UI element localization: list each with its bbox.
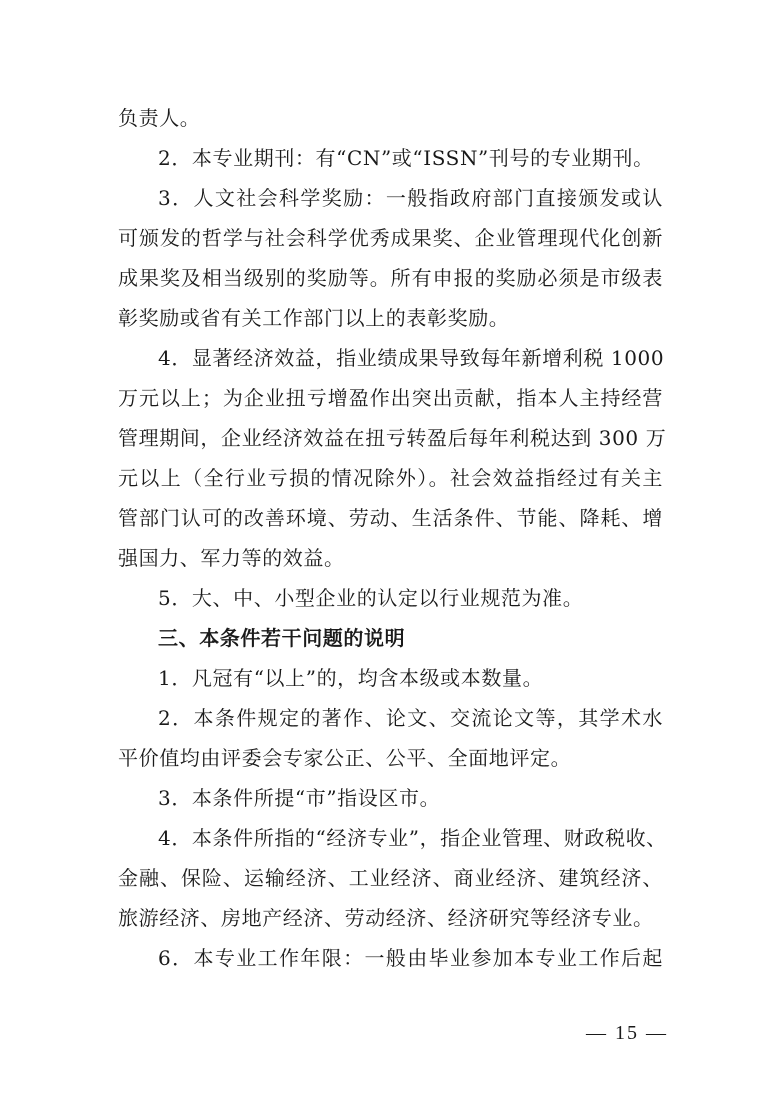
text-line: 万元以上；为企业扭亏增盈作出突出贡献，指本人主持经营 xyxy=(118,386,663,410)
text-line: 元以上（全行业亏损的情况除外）。社会效益指经过有关主 xyxy=(118,466,663,490)
text-line: 5．大、中、小型企业的认定以行业规范为准。 xyxy=(158,586,584,610)
text-line: 金融、保险、运输经济、工业经济、商业经济、建筑经济、 xyxy=(118,866,663,890)
body-text xyxy=(118,98,667,978)
text-line: 3．本条件所提“市”指设区市。 xyxy=(158,786,441,810)
text-line: 4．本条件所指的“经济专业”，指企业管理、财政税收、 xyxy=(158,826,667,850)
text-line: 2．本条件规定的著作、论文、交流论文等，其学术水 xyxy=(158,706,663,730)
text-line: 强国力、军力等的效益。 xyxy=(118,546,345,570)
text-line: 2．本专业期刊：有“CN”或“ISSN”刊号的专业期刊。 xyxy=(158,146,654,170)
text-line: 可颁发的哲学与社会科学优秀成果奖、企业管理现代化创新 xyxy=(118,226,663,250)
text-line: 管理期间，企业经济效益在扭亏转盈后每年利税达到 300 万 xyxy=(118,426,667,450)
page-number: — 15 — xyxy=(586,1022,668,1044)
text-line: 管部门认可的改善环境、劳动、生活条件、节能、降耗、增 xyxy=(118,506,663,530)
text-line: 旅游经济、房地产经济、劳动经济、经济研究等经济专业。 xyxy=(118,906,654,930)
text-line: 3．人文社会科学奖励：一般指政府部门直接颁发或认 xyxy=(158,186,663,210)
text-line: 彰奖励或省有关工作部门以上的表彰奖励。 xyxy=(118,306,510,330)
text-line: 负责人。 xyxy=(118,106,201,130)
text-line: 平价值均由评委会专家公正、公平、全面地评定。 xyxy=(118,746,572,770)
section-heading: 三、本条件若干问题的说明 xyxy=(158,626,406,650)
text-line: 成果奖及相当级别的奖励等。所有申报的奖励必须是市级表 xyxy=(118,266,663,290)
text-line: 4．显著经济效益，指业绩成果导致每年新增利税 1000 xyxy=(158,346,665,370)
text-line: 6．本专业工作年限：一般由毕业参加本专业工作后起 xyxy=(158,946,663,970)
text-line: 1．凡冠有“以上”的，均含本级或本数量。 xyxy=(158,666,544,690)
